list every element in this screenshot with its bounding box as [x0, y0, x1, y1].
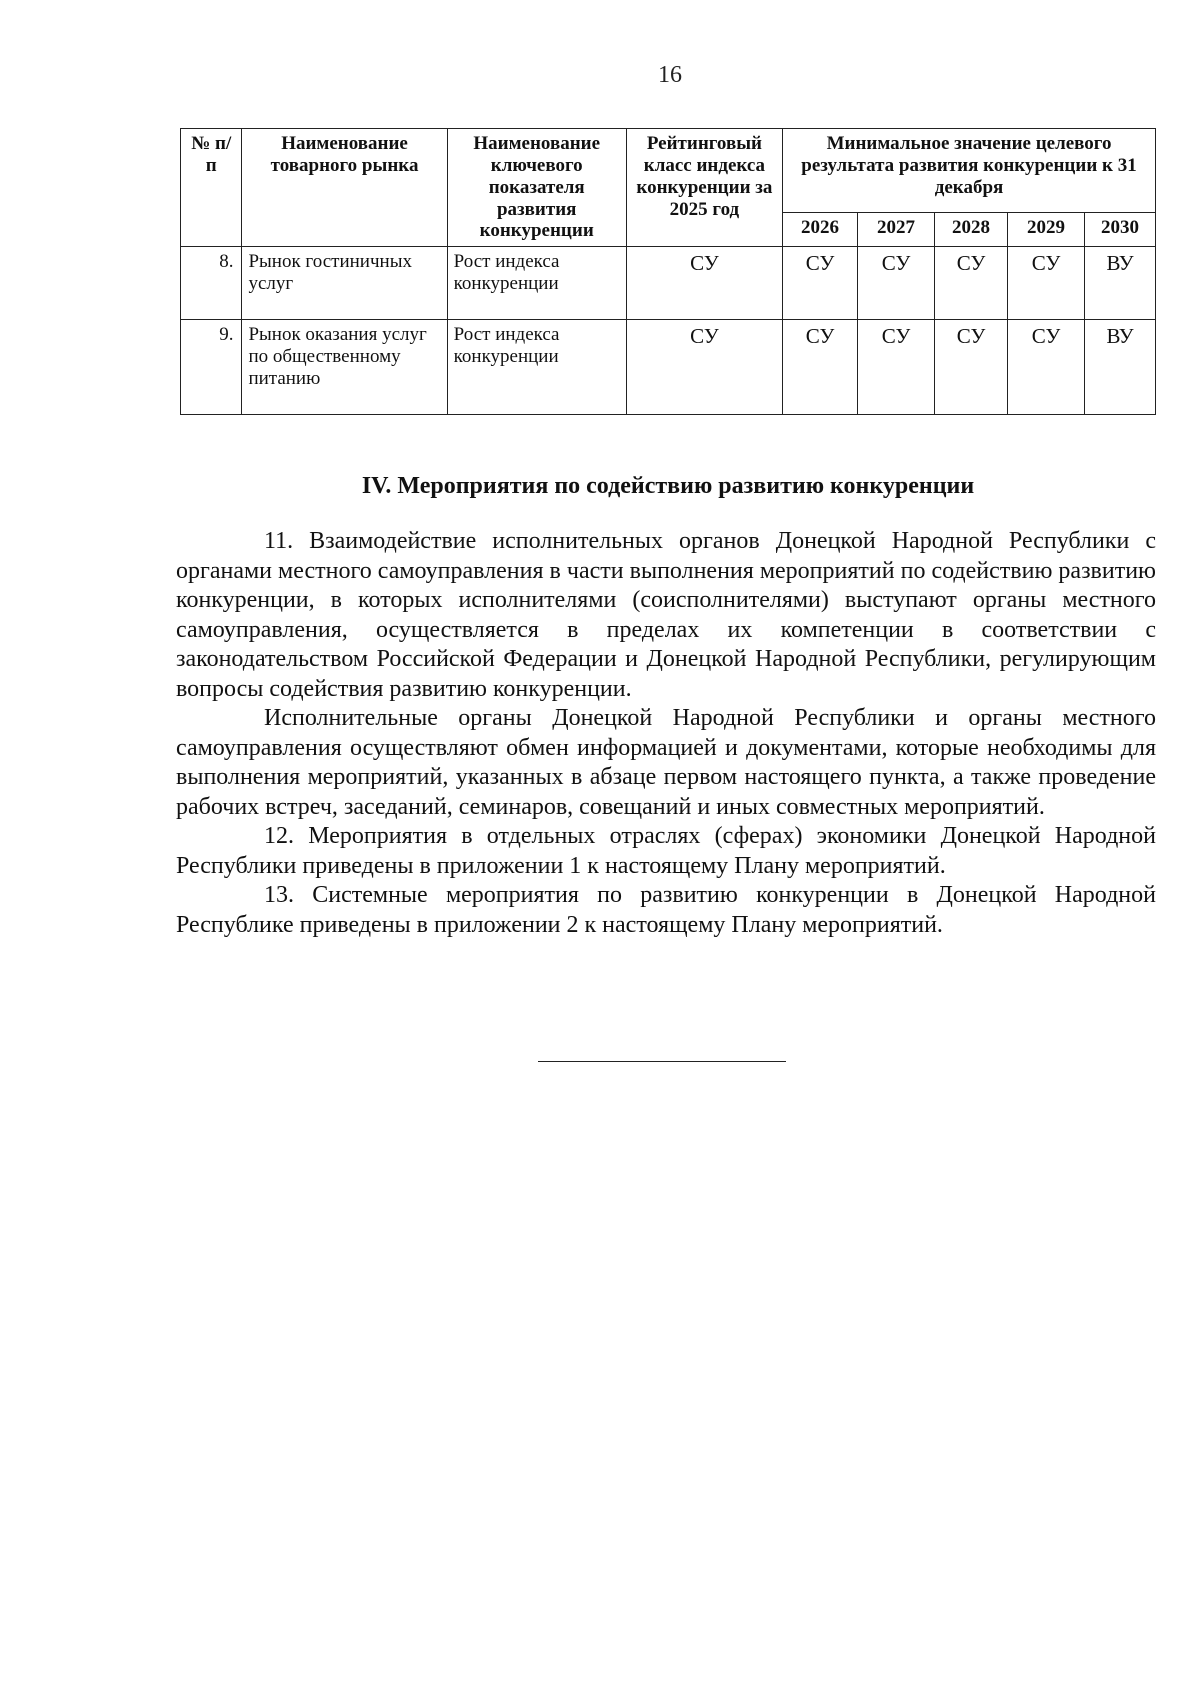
row-value-2028: СУ	[935, 320, 1008, 415]
body-text	[176, 527, 1156, 940]
row-value-2030: ВУ	[1085, 247, 1156, 320]
table-row	[181, 320, 1156, 415]
competition-targets-table	[180, 128, 1156, 415]
row-market: Рынок оказания услуг по общественному питанию	[242, 320, 447, 415]
header-rating: Рейтинговый класс индекса конкуренции за 2025 год	[626, 129, 782, 247]
paragraph-13: 13. Системные мероприятия по развитию конкуренции в Донецкой Народной Республике приведены в приложении 2 к настоящему Плану мероприятий.	[176, 882, 1156, 938]
header-year-2026: 2026	[783, 212, 858, 247]
table-header-row	[181, 129, 1156, 213]
row-rating: СУ	[626, 320, 782, 415]
table-row	[181, 247, 1156, 320]
row-value-2030: ВУ	[1085, 320, 1156, 415]
paragraph-12: 12. Мероприятия в отдельных отраслях (сферах) экономики Донецкой Народной Республики приведены в приложении 1 к настоящему Плану мероприятий.	[176, 823, 1156, 879]
row-value-2026: СУ	[783, 247, 858, 320]
row-value-2027: СУ	[858, 320, 935, 415]
row-value-2027: СУ	[858, 247, 935, 320]
row-value-2029: СУ	[1008, 247, 1085, 320]
row-num: 8.	[181, 247, 242, 320]
header-year-2030: 2030	[1085, 212, 1156, 247]
header-year-2027: 2027	[858, 212, 935, 247]
row-num: 9.	[181, 320, 242, 415]
row-indicator: Рост индекса конкуренции	[447, 320, 626, 415]
row-value-2028: СУ	[935, 247, 1008, 320]
section-title: IV. Мероприятия по содействию развитию конкуренции	[361, 473, 975, 499]
row-rating: СУ	[626, 247, 782, 320]
header-min-value: Минимальное значение целевого результата развития конкуренции к 31 декабря	[783, 129, 1156, 213]
paragraph-11: 11. Взаимодействие исполнительных органов Донецкой Народной Республики с органами местного самоуправления в части выполнения мероприятий по содействию развитию конкуренции, в которых исполнителями (соисполнителями) выступают органы местного самоуправления, осуществляется в пределах их компетенции в соответствии с законодательством Российской Федерации и Донецкой Народной Республики, регулирующим вопросы содействия развитию конкуренции.	[176, 528, 1156, 702]
header-indicator: Наименование ключевого показателя развития конкуренции	[447, 129, 626, 247]
header-market: Наименование товарного рынка	[242, 129, 447, 247]
header-year-2028: 2028	[935, 212, 1008, 247]
page-number: 16	[658, 62, 682, 88]
row-indicator: Рост индекса конкуренции	[447, 247, 626, 320]
row-value-2029: СУ	[1008, 320, 1085, 415]
header-num: № п/п	[181, 129, 242, 247]
row-value-2026: СУ	[783, 320, 858, 415]
header-year-2029: 2029	[1008, 212, 1085, 247]
closing-rule	[538, 1061, 786, 1062]
paragraph-11-continued: Исполнительные органы Донецкой Народной Республики и органы местного самоуправления осуществляют обмен информацией и документами, которые необходимы для выполнения мероприятий, указанных в абзаце первом настоящего пункта, а также проведение рабочих встреч, заседаний, семинаров, совещаний и иных совместных мероприятий.	[176, 705, 1156, 820]
row-market: Рынок гостиничных услуг	[242, 247, 447, 320]
